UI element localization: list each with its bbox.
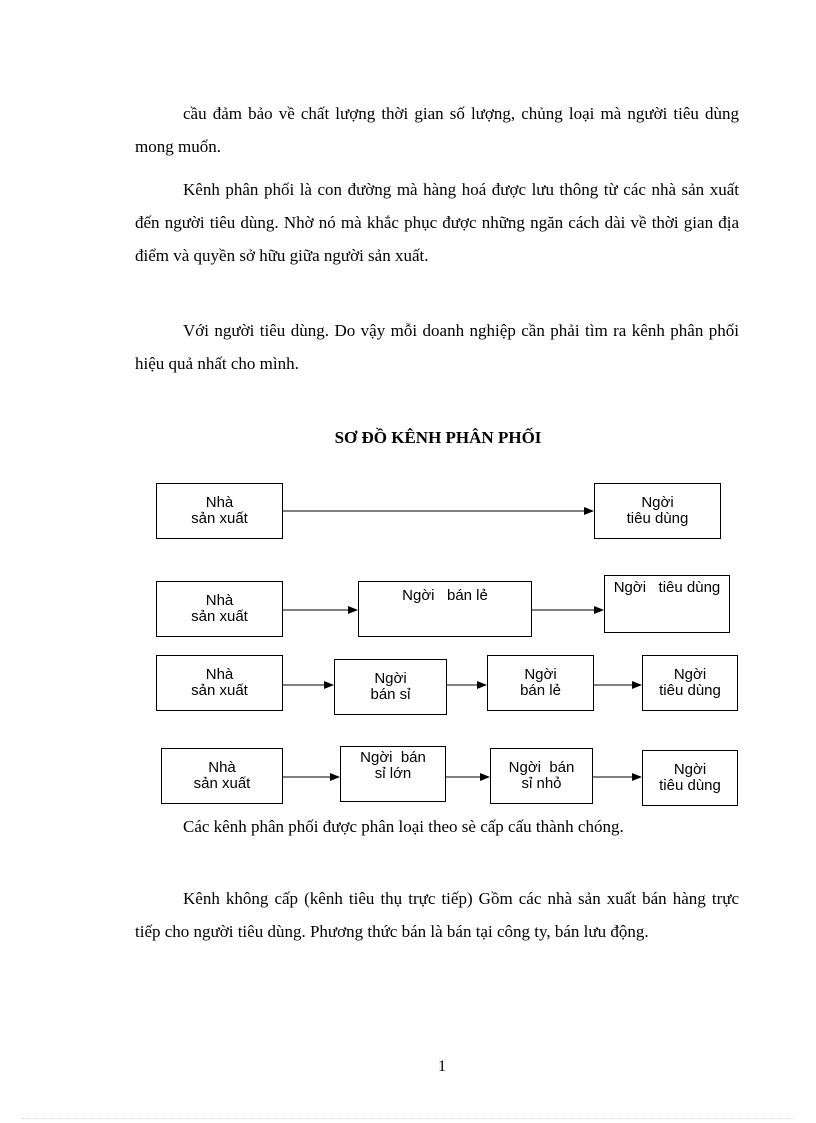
box-line: sản xuất: [191, 510, 248, 527]
box-line: Nhà: [205, 592, 234, 609]
paragraph-2: Kênh phân phối là con đường mà hàng hoá được lưu thông từ các nhà sản xuất đến người tiêu dùng. Nhờ nó mà khắc phục được những ngăn cách dài về thời gian địa điểm và quyền sở hữu giữa người sản xuất.: [135, 180, 739, 265]
box-line: sản xuất: [191, 682, 248, 699]
box-line: Ngời: [673, 761, 707, 778]
paragraph-4: Các kênh phân phối được phân loại theo sè cấp cấu thành chóng.: [183, 817, 624, 836]
box-line: sản xuất: [193, 775, 251, 792]
box-line: Ngời: [641, 494, 674, 511]
box-line: Ngời bán: [360, 749, 426, 766]
box-line: Ngời: [374, 670, 407, 687]
paragraph-5: Kênh không cấp (kênh tiêu thụ trực tiếp) Gồm các nhà sản xuất bán hàng trực tiếp cho người tiêu dùng. Phương thức bán là bán tại công ty, bán lưu động.: [135, 889, 739, 941]
box-line: Nhà: [208, 759, 236, 776]
box-line: Ngời tiêu dùng: [613, 579, 721, 596]
box-line: bán lẻ: [520, 682, 561, 699]
box-line: Nhà: [205, 494, 234, 511]
box-line: tiêu dùng: [659, 777, 721, 794]
box-line: bán sỉ: [370, 686, 411, 703]
box-line: sản xuất: [191, 608, 248, 625]
paragraph-1: cầu đảm bảo về chất lượng thời gian số lượng, chủng loại mà người tiêu dùng mong muốn.: [135, 104, 739, 156]
box-line: Ngời: [524, 666, 557, 683]
box-line: sỉ lớn: [374, 765, 412, 782]
page-number: 1: [438, 1058, 446, 1075]
box-line: Ngời bán lẻ: [402, 587, 488, 604]
box-line: tiêu dùng: [626, 510, 689, 527]
paragraph-3: Với người tiêu dùng. Do vậy mỗi doanh nghiệp cần phải tìm ra kênh phân phối hiệu quả nhất cho mình.: [135, 321, 739, 373]
box-line: sỉ nhỏ: [521, 775, 562, 792]
page-bottom-divider: [22, 1118, 794, 1119]
diagram-title: SƠ ĐỒ KÊNH PHÂN PHỐI: [334, 428, 542, 447]
box-line: Ngời: [673, 666, 707, 683]
box-line: Nhà: [205, 666, 234, 683]
box-line: Ngời bán: [508, 759, 575, 776]
box-line: tiêu dùng: [659, 682, 721, 699]
